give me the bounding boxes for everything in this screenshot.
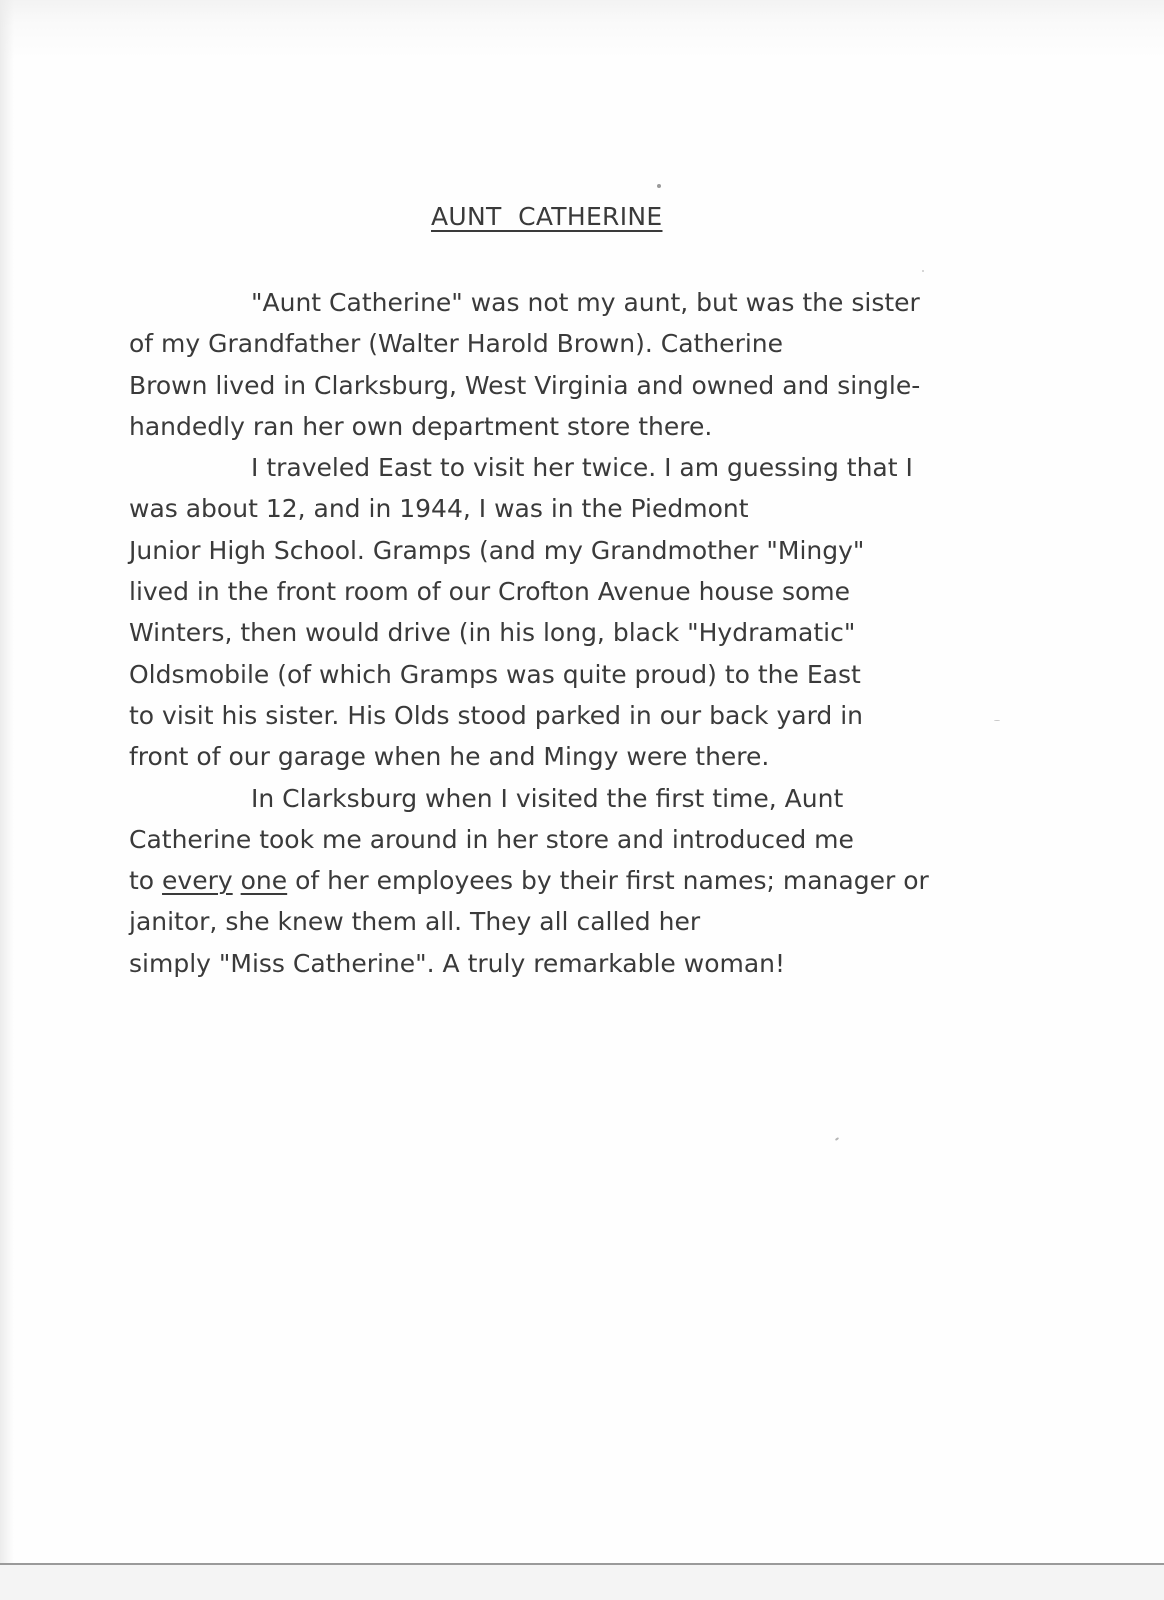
text-line: of my Grandfather (Walter Harold Brown). Catherine bbox=[129, 329, 784, 359]
text-line: Winters, then would drive (in his long, black "Hydramatic" bbox=[129, 618, 856, 648]
text-fragment bbox=[233, 866, 241, 895]
text-fragment: of her employees by their first names; manager or bbox=[287, 866, 929, 896]
text-fragment: to bbox=[129, 866, 163, 896]
text-line: Catherine took me around in her store and introduced me bbox=[129, 824, 854, 854]
text-line: lived in the front room of our Crofton Avenue house some bbox=[129, 577, 850, 607]
document-body bbox=[129, 282, 1029, 984]
text-line: front of our garage when he and Mingy were there. bbox=[129, 742, 770, 772]
dust-speck bbox=[835, 1137, 839, 1141]
document-title: AUNT CATHERINE bbox=[431, 202, 663, 231]
scan-edge-left bbox=[0, 0, 14, 1600]
text-line: "Aunt Catherine" was not my aunt, but was the sister bbox=[251, 288, 920, 317]
underlined-word-every: every bbox=[162, 866, 233, 896]
text-line: handedly ran her own department store there. bbox=[129, 411, 713, 441]
text-line: In Clarksburg when I visited the first time, Aunt bbox=[251, 783, 844, 813]
text-line: Junior High School. Gramps (and my Grandmother "Mingy" bbox=[129, 535, 865, 565]
text-line: to visit his sister. His Olds stood parked in our back yard in bbox=[129, 700, 864, 730]
text-line: janitor, she knew them all. They all called her bbox=[129, 907, 701, 937]
dust-speck bbox=[657, 184, 661, 188]
scan-edge-bottom bbox=[0, 1565, 1164, 1600]
scan-edge-top bbox=[0, 0, 1164, 60]
dust-speck bbox=[922, 270, 924, 272]
underlined-word-one: one bbox=[240, 866, 288, 896]
text-line: Oldsmobile (of which Gramps was quite proud) to the East bbox=[129, 659, 861, 689]
text-line: Brown lived in Clarksburg, West Virginia and owned and single- bbox=[129, 370, 921, 400]
text-line: simply "Miss Catherine". A truly remarkable woman! bbox=[129, 948, 786, 978]
text-line: was about 12, and in 1944, I was in the Piedmont bbox=[129, 494, 749, 524]
text-line-with-underline bbox=[129, 860, 1029, 901]
text-line: I traveled East to visit her twice. I am guessing that I bbox=[251, 453, 913, 483]
